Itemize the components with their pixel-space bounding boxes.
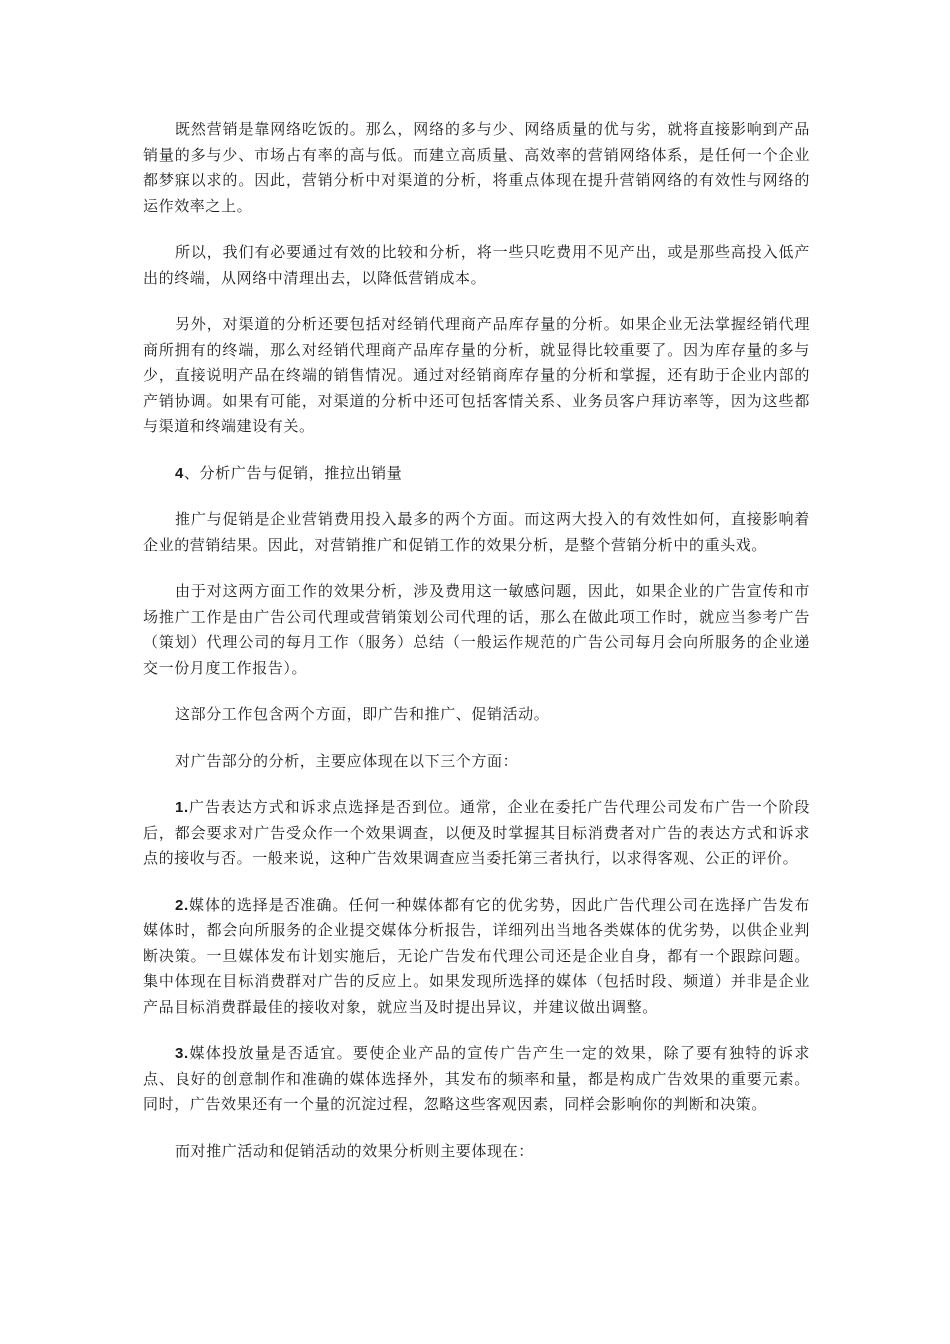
paragraph-ad-analysis-intro: 对广告部分的分析，主要应体现在以下三个方面： — [175, 751, 519, 770]
paragraph-clean-terminals: 所以，我们有必要通过有效的比较和分析，将一些只吃费用不见产出，或是那些高投入低产出的终端，从网络中清理出去，以降低营销成本。 — [143, 243, 810, 287]
list-item-text: 媒体投放量是否适宜。要使企业产品的宣传广告产生一定的效果，除了要有独特的诉求点、良好的创意制作和准确的媒体选择外，其发布的频率和量，都是构成广告效果的重要元素。同时，广告效果还有一个量的沉淀过程，忽略这些客观因素，同样会影响你的判断和决策。 — [143, 1044, 810, 1113]
list-item-media-selection — [143, 893, 810, 1021]
list-item-number: 2. — [175, 896, 189, 914]
paragraph-promotion-intro: 推广与促销是企业营销费用投入最多的两个方面。而这两大投入的有效性如何，直接影响着企业的营销结果。因此，对营销推广和促销工作的效果分析，是整个营销分析中的重头戏。 — [143, 510, 810, 554]
document-body — [143, 117, 810, 1185]
list-item-text: 广告表达方式和诉求点选择是否到位。通常，企业在委托广告代理公司发布广告一个阶段后，都会要求对广告受众作一个效果调查，以便及时掌握其目标消费者对广告的表达方式和诉求点的接收与否。一般来说，这种广告效果调查应当委托第三者执行，以求得客观、公正的评价。 — [143, 798, 810, 867]
paragraph-agency-report: 由于对这两方面工作的效果分析，涉及费用这一敏感问题，因此，如果企业的广告宣传和市场推广工作是由广告公司代理或营销策划公司代理的话，那么在做此项工作时，就应当参考广告（策划）代理公司的每月工作（服务）总结（一般运作规范的广告公司每月会向所服务的企业递交一份月度工作报告）。 — [143, 582, 810, 677]
paragraph-closing: 而对推广活动和促销活动的效果分析则主要体现在： — [175, 1141, 534, 1160]
section-heading-text: 、分析广告与促销，推拉出销量 — [183, 463, 403, 482]
section-heading — [143, 461, 810, 487]
list-item-media-volume — [143, 1041, 810, 1118]
list-item-ad-expression — [143, 795, 810, 872]
list-item-number: 1. — [175, 799, 189, 816]
paragraph-two-aspects: 这部分工作包含两个方面，即广告和推广、促销活动。 — [175, 705, 550, 723]
list-item-text: 媒体的选择是否准确。任何一种媒体都有它的优劣势，因此广告代理公司在选择广告发布媒体时，都会向所服务的企业提交媒体分析报告，详细列出当地各类媒体的优劣势，以供企业判断决策。一旦媒体发布计划实施后，无论广告发布代理公司还是企业自身，都有一个跟踪问题。集中体现在目标消费群对广告的反应上。如果发现所选择的媒体（包括时段、频道）并非是企业产品目标消费群最佳的接收对象，就应当及时提出异议，并建议做出调整。 — [143, 895, 810, 1016]
section-heading-number: 4 — [175, 464, 184, 482]
paragraph-network-marketing: 既然营销是靠网络吃饭的。那么，网络的多与少、网络质量的优与劣，就将直接影响到产品销量的多与少、市场占有率的高与低。而建立高质量、高效率的营销网络体系，是任何一个企业都梦寐以求的。因此，营销分析中对渠道的分析，将重点体现在提升营销网络的有效性与网络的运作效率之上。 — [143, 120, 810, 215]
paragraph-inventory-analysis: 另外，对渠道的分析还要包括对经销代理商产品库存量的分析。如果企业无法掌握经销代理商所拥有的终端，那么对经销代理商产品库存量的分析，就显得比较重要了。因为库存量的多与少，直接说明产品在终端的销售情况。通过对经销商库存量的分析和掌握，还有助于企业内部的产销协调。如果有可能，对渠道的分析中还可包括客情关系、业务员客户拜访率等，因为这些都与渠道和终端建设有关。 — [143, 315, 810, 435]
list-item-number: 3. — [175, 1045, 189, 1062]
